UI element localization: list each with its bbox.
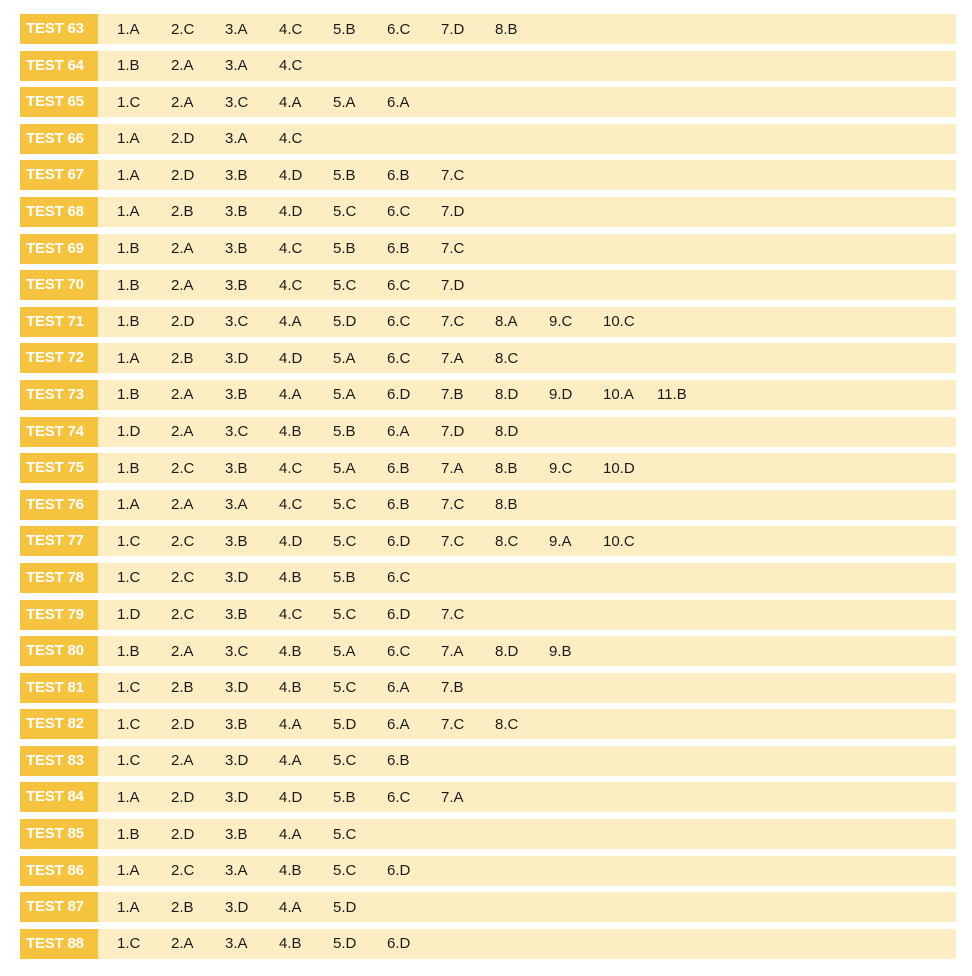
answer-item: 1.A	[117, 130, 140, 148]
answer-item: 4.B	[279, 423, 302, 441]
answer-item: 3.A	[225, 862, 248, 880]
answer-item: 4.D	[279, 349, 303, 367]
answer-list	[98, 899, 387, 916]
answer-item: 7.A	[441, 349, 464, 367]
answer-list	[98, 826, 387, 843]
answer-item: 5.B	[333, 788, 356, 806]
answer-item: 3.A	[225, 20, 248, 38]
answer-item: 2.A	[171, 752, 194, 770]
answer-item: 7.D	[441, 276, 465, 294]
answer-item: 3.C	[225, 93, 249, 111]
answer-key-row	[20, 490, 956, 520]
answer-item: 9.C	[549, 313, 573, 331]
answer-item: 2.D	[171, 715, 195, 733]
answer-item: 5.D	[333, 898, 357, 916]
answer-item: 1.A	[117, 203, 140, 221]
answer-item: 2.B	[171, 349, 194, 367]
answer-list	[98, 423, 549, 440]
answer-item: 2.A	[171, 93, 194, 111]
test-label: TEST 68	[20, 197, 98, 227]
test-label: TEST 67	[20, 160, 98, 190]
answer-item: 1.A	[117, 898, 140, 916]
test-label: TEST 86	[20, 856, 98, 886]
answer-list	[98, 386, 711, 403]
answer-list	[98, 130, 333, 147]
test-label: TEST 77	[20, 526, 98, 556]
test-label: TEST 74	[20, 417, 98, 447]
answer-item: 9.A	[549, 532, 572, 550]
answer-item: 1.C	[117, 752, 141, 770]
answer-item: 3.A	[225, 496, 248, 514]
test-label: TEST 78	[20, 563, 98, 593]
answer-item: 6.C	[387, 276, 411, 294]
answer-item: 6.D	[387, 862, 411, 880]
answer-item: 5.D	[333, 715, 357, 733]
answer-item: 5.C	[333, 496, 357, 514]
answer-item: 3.D	[225, 569, 249, 587]
answer-item: 1.B	[117, 825, 140, 843]
answer-item: 8.C	[495, 715, 519, 733]
answer-list	[98, 862, 441, 879]
answer-item: 1.B	[117, 459, 140, 477]
answer-key-row	[20, 380, 956, 410]
answer-list	[98, 935, 441, 952]
answer-key-row	[20, 234, 956, 264]
answer-item: 2.A	[171, 496, 194, 514]
answer-item: 5.A	[333, 93, 356, 111]
answer-item: 3.C	[225, 423, 249, 441]
answer-item: 8.B	[495, 459, 518, 477]
answer-list	[98, 789, 495, 806]
answer-list	[98, 496, 549, 513]
answer-item: 4.C	[279, 57, 303, 75]
answer-item: 7.D	[441, 203, 465, 221]
answer-item: 2.C	[171, 532, 195, 550]
answer-item: 4.B	[279, 935, 302, 953]
answer-item: 2.A	[171, 57, 194, 75]
answer-item: 6.B	[387, 496, 410, 514]
answer-item: 3.A	[225, 935, 248, 953]
answer-key-row	[20, 929, 956, 959]
answer-item: 1.C	[117, 532, 141, 550]
answer-item: 6.C	[387, 642, 411, 660]
answer-key-row	[20, 563, 956, 593]
answer-item: 4.C	[279, 606, 303, 623]
answer-item: 1.C	[117, 715, 141, 733]
answer-item: 7.D	[441, 423, 465, 441]
answer-key-row	[20, 417, 956, 447]
answer-list	[98, 643, 603, 660]
test-label: TEST 76	[20, 490, 98, 520]
answer-key-row	[20, 856, 956, 886]
answer-list	[98, 569, 441, 586]
answer-item: 4.A	[279, 825, 302, 843]
answer-item: 7.A	[441, 788, 464, 806]
answer-item: 3.B	[225, 203, 248, 221]
answer-item: 2.D	[171, 166, 195, 184]
answer-list	[98, 350, 549, 367]
answer-item: 4.A	[279, 898, 302, 916]
answer-list	[98, 167, 495, 184]
answer-key-row	[20, 709, 956, 739]
answer-item: 6.C	[387, 20, 411, 38]
answer-item: 3.B	[225, 825, 248, 843]
answer-list	[98, 21, 549, 38]
answer-item: 4.D	[279, 166, 303, 184]
answer-item: 1.A	[117, 862, 140, 880]
answer-item: 6.D	[387, 386, 411, 404]
answer-list	[98, 752, 441, 769]
answer-item: 5.D	[333, 313, 357, 331]
answer-item: 4.A	[279, 386, 302, 404]
answer-key-row	[20, 600, 956, 630]
answer-item: 2.C	[171, 862, 195, 880]
test-label: TEST 65	[20, 87, 98, 117]
answer-item: 6.A	[387, 93, 410, 111]
answer-item: 1.C	[117, 93, 141, 111]
answer-item: 1.A	[117, 496, 140, 514]
test-label: TEST 84	[20, 782, 98, 812]
answer-item: 4.C	[279, 20, 303, 38]
answer-list	[98, 460, 657, 477]
test-label: TEST 69	[20, 234, 98, 264]
answer-key-row	[20, 526, 956, 556]
answer-item: 5.A	[333, 349, 356, 367]
answer-item: 9.C	[549, 459, 573, 477]
answer-item: 6.B	[387, 459, 410, 477]
answer-item: 6.C	[387, 788, 411, 806]
test-label: TEST 64	[20, 51, 98, 81]
answer-item: 3.D	[225, 898, 249, 916]
answer-item: 8.B	[495, 496, 518, 514]
answer-item: 6.D	[387, 532, 411, 550]
answer-item: 4.B	[279, 862, 302, 880]
answer-item: 1.B	[117, 313, 140, 331]
answer-item: 5.A	[333, 642, 356, 660]
answer-item: 3.B	[225, 715, 248, 733]
answer-item: 1.B	[117, 57, 140, 75]
answer-item: 6.D	[387, 935, 411, 953]
answer-key-row	[20, 14, 956, 44]
answer-key-row	[20, 270, 956, 300]
answer-item: 4.C	[279, 459, 303, 477]
answer-list	[98, 716, 549, 733]
answer-item: 7.C	[441, 606, 465, 623]
answer-item: 6.A	[387, 423, 410, 441]
test-label: TEST 80	[20, 636, 98, 666]
answer-item: 5.C	[333, 752, 357, 770]
test-label: TEST 85	[20, 819, 98, 849]
answer-item: 5.B	[333, 569, 356, 587]
answer-item: 3.B	[225, 240, 248, 258]
answer-item: 7.D	[441, 20, 465, 38]
answer-item: 5.C	[333, 532, 357, 550]
answer-item: 5.C	[333, 606, 357, 623]
answer-item: 3.C	[225, 642, 249, 660]
answer-item: 1.A	[117, 166, 140, 184]
answer-item: 5.B	[333, 240, 356, 258]
answer-key-row	[20, 746, 956, 776]
answer-item: 2.D	[171, 130, 195, 148]
answer-item: 6.B	[387, 240, 410, 258]
answer-item: 6.A	[387, 715, 410, 733]
answer-item: 4.C	[279, 276, 303, 294]
answer-item: 3.B	[225, 459, 248, 477]
answer-item: 4.D	[279, 203, 303, 221]
test-label: TEST 70	[20, 270, 98, 300]
answer-item: 10.C	[603, 313, 635, 331]
answer-item: 2.D	[171, 313, 195, 331]
answer-item: 9.B	[549, 642, 572, 660]
answer-item: 2.D	[171, 788, 195, 806]
answer-item: 5.B	[333, 166, 356, 184]
answer-list	[98, 57, 333, 74]
answer-item: 1.C	[117, 935, 141, 953]
answer-item: 4.B	[279, 679, 302, 697]
answer-item: 5.A	[333, 386, 356, 404]
answer-key-row	[20, 673, 956, 703]
answer-key-row	[20, 87, 956, 117]
answer-key-table	[20, 14, 956, 965]
answer-list	[98, 203, 495, 220]
answer-item: 8.D	[495, 642, 519, 660]
answer-item: 8.D	[495, 386, 519, 404]
answer-item: 5.C	[333, 862, 357, 880]
answer-item: 3.A	[225, 57, 248, 75]
answer-item: 1.C	[117, 569, 141, 587]
answer-key-row	[20, 160, 956, 190]
answer-item: 2.A	[171, 935, 194, 953]
answer-key-row	[20, 636, 956, 666]
answer-item: 7.B	[441, 679, 464, 697]
answer-item: 4.C	[279, 240, 303, 258]
answer-item: 2.C	[171, 606, 195, 623]
answer-item: 1.C	[117, 679, 141, 697]
answer-item: 2.C	[171, 569, 195, 587]
answer-item: 5.D	[333, 935, 357, 953]
answer-item: 2.B	[171, 203, 194, 221]
answer-item: 2.A	[171, 240, 194, 258]
test-label: TEST 81	[20, 673, 98, 703]
test-label: TEST 63	[20, 14, 98, 44]
answer-key-row	[20, 307, 956, 337]
answer-item: 11.B	[657, 386, 687, 404]
answer-item: 7.C	[441, 496, 465, 514]
answer-list	[98, 606, 495, 623]
answer-item: 5.B	[333, 423, 356, 441]
answer-list	[98, 94, 441, 111]
answer-key-row	[20, 197, 956, 227]
answer-item: 8.B	[495, 20, 518, 38]
answer-item: 7.C	[441, 240, 465, 258]
answer-item: 2.B	[171, 898, 194, 916]
answer-item: 4.C	[279, 130, 303, 148]
answer-item: 1.B	[117, 386, 140, 404]
answer-item: 6.C	[387, 349, 411, 367]
answer-item: 4.A	[279, 93, 302, 111]
answer-item: 1.D	[117, 606, 141, 623]
answer-item: 3.B	[225, 276, 248, 294]
answer-item: 3.B	[225, 606, 248, 623]
answer-item: 8.D	[495, 423, 519, 441]
answer-list	[98, 240, 495, 257]
test-label: TEST 79	[20, 600, 98, 630]
answer-item: 4.B	[279, 569, 302, 587]
answer-item: 7.A	[441, 642, 464, 660]
answer-item: 7.C	[441, 532, 465, 550]
test-label: TEST 83	[20, 746, 98, 776]
answer-item: 1.A	[117, 20, 140, 38]
answer-key-row	[20, 51, 956, 81]
answer-item: 4.D	[279, 788, 303, 806]
answer-item: 5.C	[333, 825, 357, 843]
answer-item: 10.D	[603, 459, 635, 477]
answer-item: 6.B	[387, 166, 410, 184]
answer-item: 6.C	[387, 313, 411, 331]
answer-item: 5.C	[333, 203, 357, 221]
answer-item: 3.D	[225, 349, 249, 367]
answer-item: 2.B	[171, 679, 194, 697]
answer-list	[98, 533, 657, 550]
answer-item: 1.A	[117, 349, 140, 367]
answer-item: 4.D	[279, 532, 303, 550]
answer-item: 3.D	[225, 679, 249, 697]
answer-item: 5.B	[333, 20, 356, 38]
answer-item: 6.C	[387, 203, 411, 221]
answer-item: 3.B	[225, 386, 248, 404]
answer-key-row	[20, 343, 956, 373]
answer-item: 6.D	[387, 606, 411, 623]
answer-item: 4.A	[279, 752, 302, 770]
answer-item: 7.B	[441, 386, 464, 404]
answer-item: 3.D	[225, 788, 249, 806]
test-label: TEST 88	[20, 929, 98, 959]
answer-item: 3.B	[225, 166, 248, 184]
answer-item: 2.A	[171, 276, 194, 294]
test-label: TEST 87	[20, 892, 98, 922]
answer-key-row	[20, 892, 956, 922]
answer-item: 1.B	[117, 240, 140, 258]
answer-item: 3.B	[225, 532, 248, 550]
answer-item: 2.C	[171, 459, 195, 477]
answer-item: 3.A	[225, 130, 248, 148]
answer-key-row	[20, 453, 956, 483]
answer-item: 2.A	[171, 423, 194, 441]
answer-item: 5.C	[333, 276, 357, 294]
answer-item: 2.D	[171, 825, 195, 843]
answer-item: 7.A	[441, 459, 464, 477]
answer-item: 6.B	[387, 752, 410, 770]
answer-item: 8.C	[495, 349, 519, 367]
answer-key-row	[20, 124, 956, 154]
answer-item: 1.D	[117, 423, 141, 441]
answer-list	[98, 277, 495, 294]
answer-item: 1.B	[117, 642, 140, 660]
answer-item: 8.C	[495, 532, 519, 550]
answer-list	[98, 679, 495, 696]
answer-item: 7.C	[441, 166, 465, 184]
answer-item: 5.C	[333, 679, 357, 697]
answer-item: 1.B	[117, 276, 140, 294]
answer-item: 10.C	[603, 532, 635, 550]
answer-item: 7.C	[441, 715, 465, 733]
answer-item: 4.B	[279, 642, 302, 660]
answer-item: 5.A	[333, 459, 356, 477]
answer-item: 6.C	[387, 569, 411, 587]
answer-item: 3.C	[225, 313, 249, 331]
answer-item: 2.A	[171, 642, 194, 660]
answer-list	[98, 313, 657, 330]
answer-item: 8.A	[495, 313, 518, 331]
answer-item: 1.A	[117, 788, 140, 806]
test-label: TEST 75	[20, 453, 98, 483]
answer-item: 2.A	[171, 386, 194, 404]
answer-item: 4.A	[279, 715, 302, 733]
answer-item: 9.D	[549, 386, 573, 404]
test-label: TEST 72	[20, 343, 98, 373]
answer-key-row	[20, 819, 956, 849]
test-label: TEST 71	[20, 307, 98, 337]
answer-key-row	[20, 782, 956, 812]
answer-item: 4.A	[279, 313, 302, 331]
test-label: TEST 73	[20, 380, 98, 410]
answer-item: 2.C	[171, 20, 195, 38]
answer-item: 7.C	[441, 313, 465, 331]
answer-item: 3.D	[225, 752, 249, 770]
test-label: TEST 82	[20, 709, 98, 739]
answer-item: 10.A	[603, 386, 634, 404]
answer-item: 6.A	[387, 679, 410, 697]
answer-item: 4.C	[279, 496, 303, 514]
test-label: TEST 66	[20, 124, 98, 154]
